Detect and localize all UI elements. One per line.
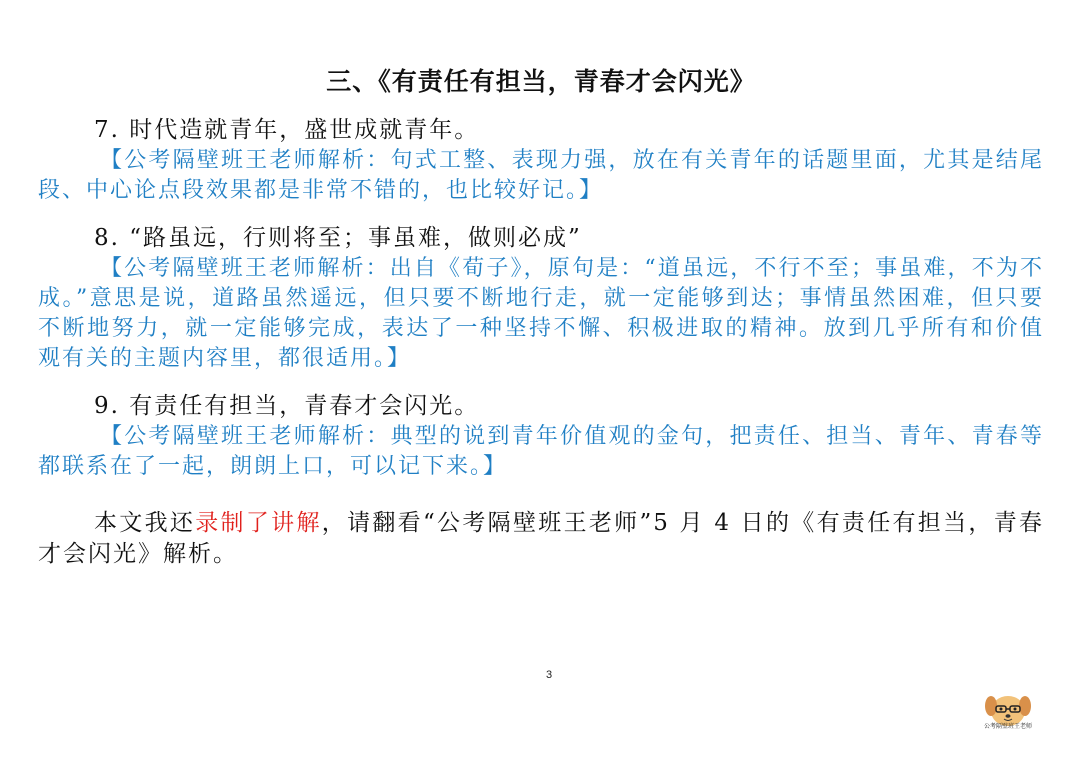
note-after: ，请翻看“公考隔壁班王老师”5 月 4 日的《有责任有担当，青春才会闪光》解析。 — [38, 510, 1045, 567]
analysis-text: 【公考隔壁班王老师解析：句式工整、表现力强，放在有关青年的话题里面，尤其是结尾段、中心论点段效果都是非常不错的，也比较好记。】 — [38, 148, 1044, 203]
section-title: 三、《有责任有担当，青春才会闪光》 — [326, 67, 756, 96]
quote-block-8 — [38, 222, 1044, 374]
note-before: 本文我还 — [94, 510, 196, 536]
note-highlight: 录制了讲解 — [195, 510, 322, 536]
note-paragraph — [38, 508, 1044, 570]
analysis-text: 【公考隔壁班王老师解析：典型的说到青年价值观的金句，把责任、担当、青年、青春等都联系在了一起，朗朗上口，可以记下来。】 — [38, 424, 1044, 479]
logo-label: 公考隔壁班王老师 — [983, 723, 1032, 730]
quote-block-9 — [38, 390, 1044, 482]
analysis-text: 【公考隔壁班王老师解析：出自《荀子》，原句是：“道虽远，不行不至；事虽难，不为不成。”意思是说，道路虽然遥远，但只要不断地行走，就一定能够到达；事情虽然困难，但只要不断地努力，就一定能够完成，表达了一种坚持不懈、积极进取的精神。放到几乎所有和价值观有关的主题内容里，都很适用。】 — [38, 256, 1044, 371]
page-number: 3 — [546, 669, 553, 681]
quote-block-7 — [38, 114, 1044, 206]
quote-text: 8. “路虽远，行则将至；事虽难，做则必成” — [94, 225, 582, 251]
quote-text: 9. 有责任有担当，青春才会闪光。 — [94, 393, 480, 419]
document-page — [38, 0, 1044, 763]
recording-note — [38, 508, 1044, 570]
quote-text: 7. 时代造就青年，盛世成就青年。 — [94, 117, 480, 143]
